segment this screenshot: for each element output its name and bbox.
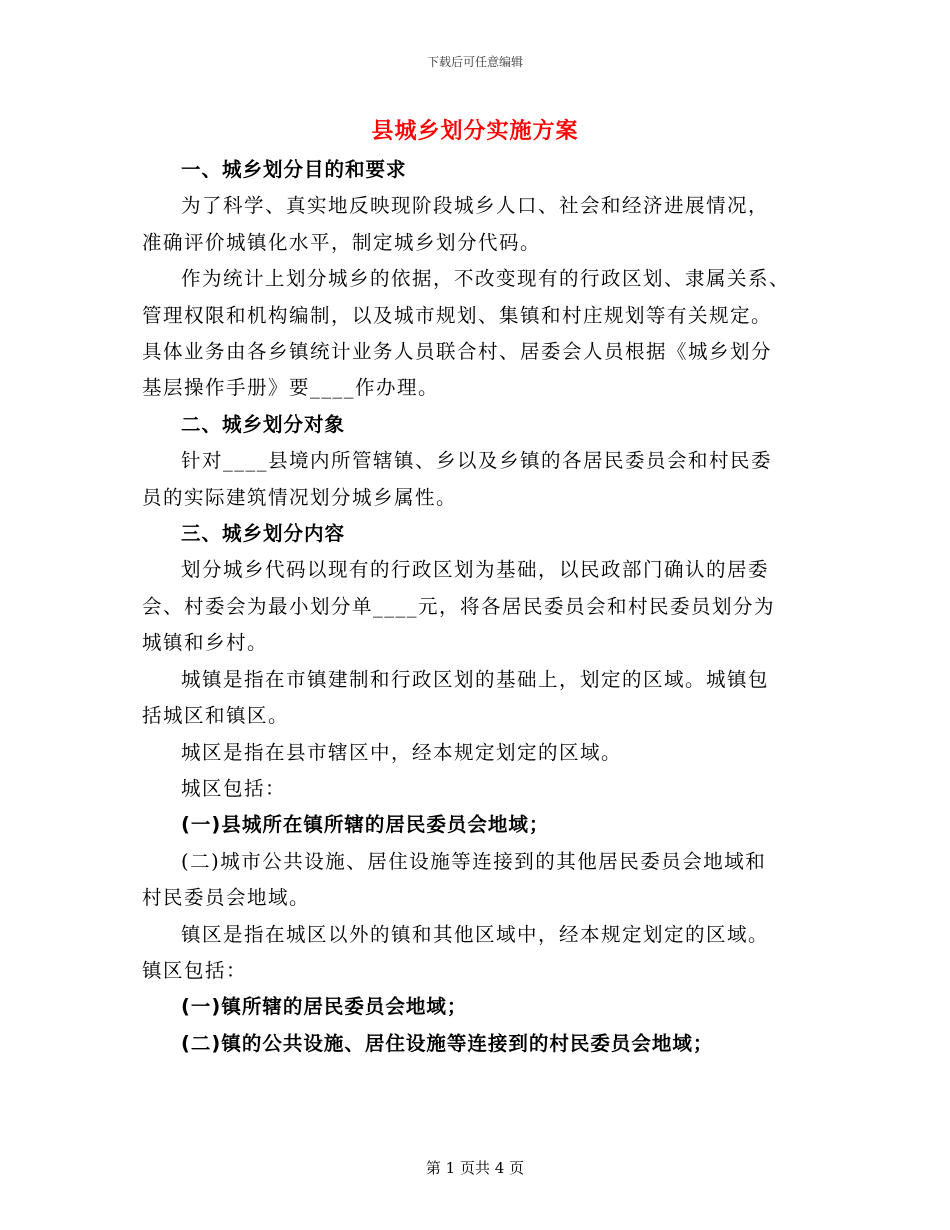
section1-p1-line1: 为了科学、真实地反映现阶段城乡人口、社会和经济进展情况，	[181, 194, 770, 218]
page-footer: 第 1 页共 4 页	[425, 1159, 525, 1177]
section2-heading: 二、城乡划分对象	[181, 412, 346, 436]
section3-p3: 城区是指在县市辖区中，经本规定划定的区域。	[181, 740, 623, 764]
section3-p2-line2: 括城区和镇区。	[142, 704, 290, 728]
section1-p2-line1: 作为统计上划分城乡的依据，不改变现有的行政区划、隶属关系、	[181, 267, 791, 291]
section1-p2-line3: 具体业务由各乡镇统计业务人员联合村、居委会人员根据《城乡划分	[142, 340, 773, 364]
section2-p1-line1: 针对____县境内所管辖镇、乡以及乡镇的各居民委员会和村民委	[181, 449, 773, 473]
document-title: 县城乡划分实施方案	[371, 118, 579, 144]
header-note: 下载后可任意编辑	[426, 55, 523, 69]
section3-item4: (二)镇的公共设施、居住设施等连接到的村民委员会地域；	[181, 1031, 714, 1055]
section3-p5-line2: 镇区包括：	[142, 958, 248, 982]
section3-item2-line1: (二)城市公共设施、居住设施等连接到的其他居民委员会地域和	[181, 849, 767, 873]
section3-p2-line1: 城镇是指在市镇建制和行政区划的基础上，划定的区域。城镇包	[181, 667, 770, 691]
section2-p1-line2: 员的实际建筑情况划分城乡属性。	[142, 485, 458, 509]
section3-p1-line2: 会、村委会为最小划分单____元，将各居民委员会和村民委员划分为	[142, 594, 776, 618]
section1-p1-line2: 准确评价城镇化水平，制定城乡划分代码。	[142, 230, 542, 254]
document-body	[142, 152, 810, 1062]
section3-p1-line3: 城镇和乡村。	[142, 631, 269, 655]
section3-heading: 三、城乡划分内容	[181, 522, 346, 546]
section1-p2-line4: 基层操作手册》要____作办理。	[142, 376, 440, 400]
section3-item1: (一)县城所在镇所辖的居民委员会地域；	[181, 813, 550, 837]
section1-heading: 一、城乡划分目的和要求	[181, 158, 407, 181]
section3-p1-line1: 划分城乡代码以现有的行政区划为基础，以民政部门确认的居委	[181, 558, 770, 582]
section3-p4: 城区包括：	[181, 776, 287, 800]
section3-item2-line2: 村民委员会地域。	[142, 886, 311, 910]
section3-p5-line1: 镇区是指在城区以外的镇和其他区域中，经本规定划定的区域。	[181, 922, 770, 946]
section1-p2-line2: 管理权限和机构编制，以及城市规划、集镇和村庄规划等有关规定。	[142, 303, 773, 327]
section3-item3: (一)镇所辖的居民委员会地域；	[181, 995, 468, 1019]
